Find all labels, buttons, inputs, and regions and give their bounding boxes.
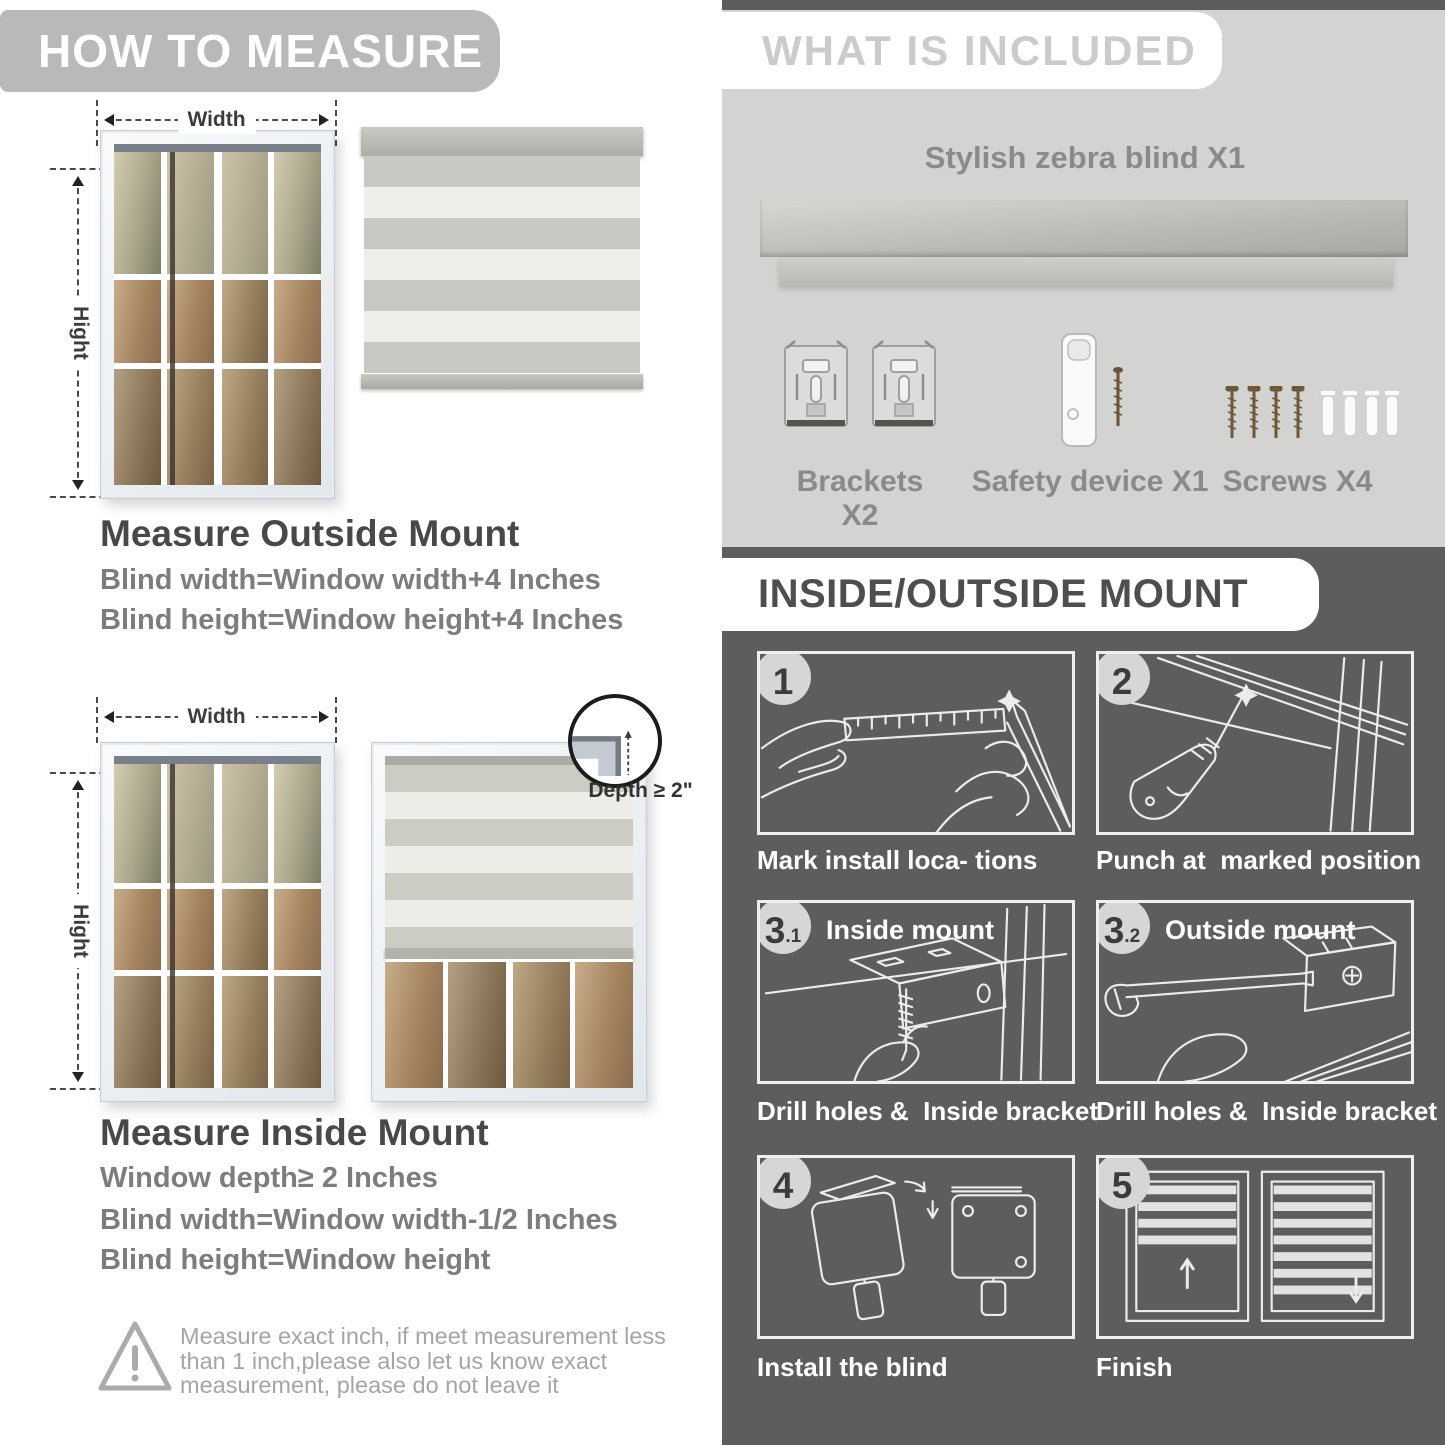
window-pane: [575, 962, 633, 1088]
window-pane: [114, 976, 161, 1088]
window-interior: [385, 756, 633, 1088]
step-2-caption: Punch at marked position: [1096, 845, 1422, 875]
reflection-detail: [170, 152, 175, 485]
window-pane: [274, 764, 321, 883]
window-pane: [222, 280, 269, 363]
reflection-detail: [170, 764, 175, 1088]
step-5-panel: [1096, 1155, 1414, 1339]
blind-quantity-label: Stylish zebra blind X1: [924, 140, 1246, 175]
safety-device-label: Safety device X1: [971, 465, 1209, 498]
inside-outside-mount-title: INSIDE/OUTSIDE MOUNT: [758, 572, 1249, 616]
window-sash: [114, 152, 214, 485]
depth-magnifier-icon: [568, 694, 662, 788]
zebra-blind-photo: [361, 127, 643, 389]
window-pane: [385, 962, 443, 1088]
safety-device-image: [1040, 332, 1140, 454]
window-pane: [274, 152, 321, 274]
blind-bottom-rail: [361, 374, 643, 389]
how-to-measure-header: [0, 10, 500, 92]
window-sashes: [114, 152, 321, 485]
inside-mount-title: Measure Inside Mount: [100, 1112, 489, 1153]
step-3-1-panel: [757, 900, 1075, 1084]
exclamation-triangle-icon: [95, 1318, 175, 1396]
screws-image: [1222, 386, 1400, 442]
window-pane: [274, 976, 321, 1088]
step-3-2-title: Outside mount: [1165, 915, 1356, 945]
warning-line1: Measure exact inch, if meet measurement less: [180, 1323, 666, 1349]
arrow-left-icon: [98, 114, 114, 126]
height-label: Hight: [64, 894, 92, 968]
blind-bottom-rail: [385, 948, 633, 959]
arrow-up-icon: [72, 774, 84, 790]
arrow-right-icon: [319, 114, 335, 126]
arrow-right-icon: [319, 711, 335, 723]
window-pane: [222, 152, 269, 274]
height-measure-outside: [64, 168, 92, 498]
width-label: Width: [177, 106, 255, 134]
outside-mount-line2: Blind height=Window height+4 Inches: [100, 604, 624, 636]
step-number: 5: [1111, 1165, 1133, 1206]
window-track: [114, 756, 321, 764]
window-pane: [114, 152, 161, 274]
arrow-down-icon: [72, 1072, 84, 1088]
window-pane: [222, 976, 269, 1088]
window-photo-inside: [100, 742, 335, 1102]
screws-label: Screws X4: [1222, 465, 1373, 498]
measure-guide-line: [335, 100, 337, 146]
brackets-label: Brackets X2: [796, 465, 924, 532]
window-sash: [222, 764, 322, 1088]
inside-mount-line2: Blind width=Window width-1/2 Inches: [100, 1204, 618, 1236]
step-number: 1: [772, 661, 794, 702]
outside-mount-line1: Blind width=Window width+4 Inches: [100, 564, 601, 596]
height-label: Hight: [64, 296, 92, 370]
window-photo-outside: [100, 130, 335, 499]
step-3-2-panel: [1096, 900, 1414, 1084]
step-3-2-caption: Drill holes & Inside bracket: [1096, 1096, 1437, 1126]
depth-label: Depth ≥ 2": [588, 779, 693, 802]
window-pane: [222, 369, 269, 485]
step-3-1-title: Inside mount: [826, 915, 994, 945]
window-pane: [114, 369, 161, 485]
step-number: 3: [764, 910, 786, 951]
measure-guide-line: [335, 697, 337, 743]
corner-detail-art: [572, 698, 650, 776]
headrail-photo-bottom: [779, 257, 1393, 286]
inside-mount-line1: Window depth≥ 2 Inches: [100, 1162, 438, 1194]
warning-line3: measurement, please do not leave it: [180, 1372, 559, 1398]
window-pane: [222, 889, 269, 970]
inside-outside-mount-header: [722, 558, 1319, 631]
window-sash: [222, 152, 322, 485]
step-subnumber: .1: [785, 926, 802, 947]
window-pane: [114, 889, 161, 970]
headrail-photo-top: [760, 200, 1408, 257]
step-1-caption: Mark install loca- tions: [757, 845, 1038, 875]
window-pane: [114, 280, 161, 363]
arrow-up-icon: [72, 170, 84, 186]
what-is-included-header: [722, 12, 1222, 89]
step-number: 4: [772, 1165, 794, 1206]
window-glass: [385, 959, 633, 1088]
how-to-measure-title: HOW TO MEASURE: [38, 25, 484, 77]
window-sash: [385, 962, 506, 1088]
window-sash: [114, 764, 214, 1088]
width-label: Width: [177, 703, 255, 731]
warning-line2: than 1 inch,please also let us know exact: [180, 1347, 608, 1374]
brackets-image: [783, 338, 937, 440]
step-1-panel: [757, 651, 1075, 835]
height-measure-inside: [64, 772, 92, 1090]
step-number: 2: [1111, 661, 1133, 702]
blind-stripes: [364, 156, 640, 373]
window-pane: [274, 280, 321, 363]
window-pane: [114, 764, 161, 883]
step-subnumber: .2: [1124, 926, 1141, 947]
arrow-left-icon: [98, 711, 114, 723]
step-3-1-caption: Drill holes & Inside bracket: [757, 1096, 1098, 1126]
step-number: 3: [1103, 910, 1125, 951]
window-pane: [274, 369, 321, 485]
arrow-down-icon: [72, 480, 84, 496]
step-2-panel: [1096, 651, 1414, 835]
step-4-caption: Install the blind: [757, 1352, 948, 1382]
inside-mount-line3: Blind height=Window height: [100, 1244, 491, 1276]
outside-mount-title: Measure Outside Mount: [100, 513, 520, 554]
window-pane: [222, 764, 269, 883]
what-is-included-title: WHAT IS INCLUDED: [762, 26, 1197, 74]
window-pane: [448, 962, 506, 1088]
top-divider-strip: [722, 0, 1445, 10]
window-pane: [274, 889, 321, 970]
step-4-panel: [757, 1155, 1075, 1339]
step-5-caption: Finish: [1096, 1352, 1173, 1382]
window-track: [114, 144, 321, 152]
window-sash: [513, 962, 634, 1088]
warning-text: [180, 1324, 666, 1398]
width-measure-inside: [96, 703, 337, 731]
window-sashes: [114, 764, 321, 1088]
window-pane: [513, 962, 571, 1088]
blind-cassette: [361, 127, 643, 156]
